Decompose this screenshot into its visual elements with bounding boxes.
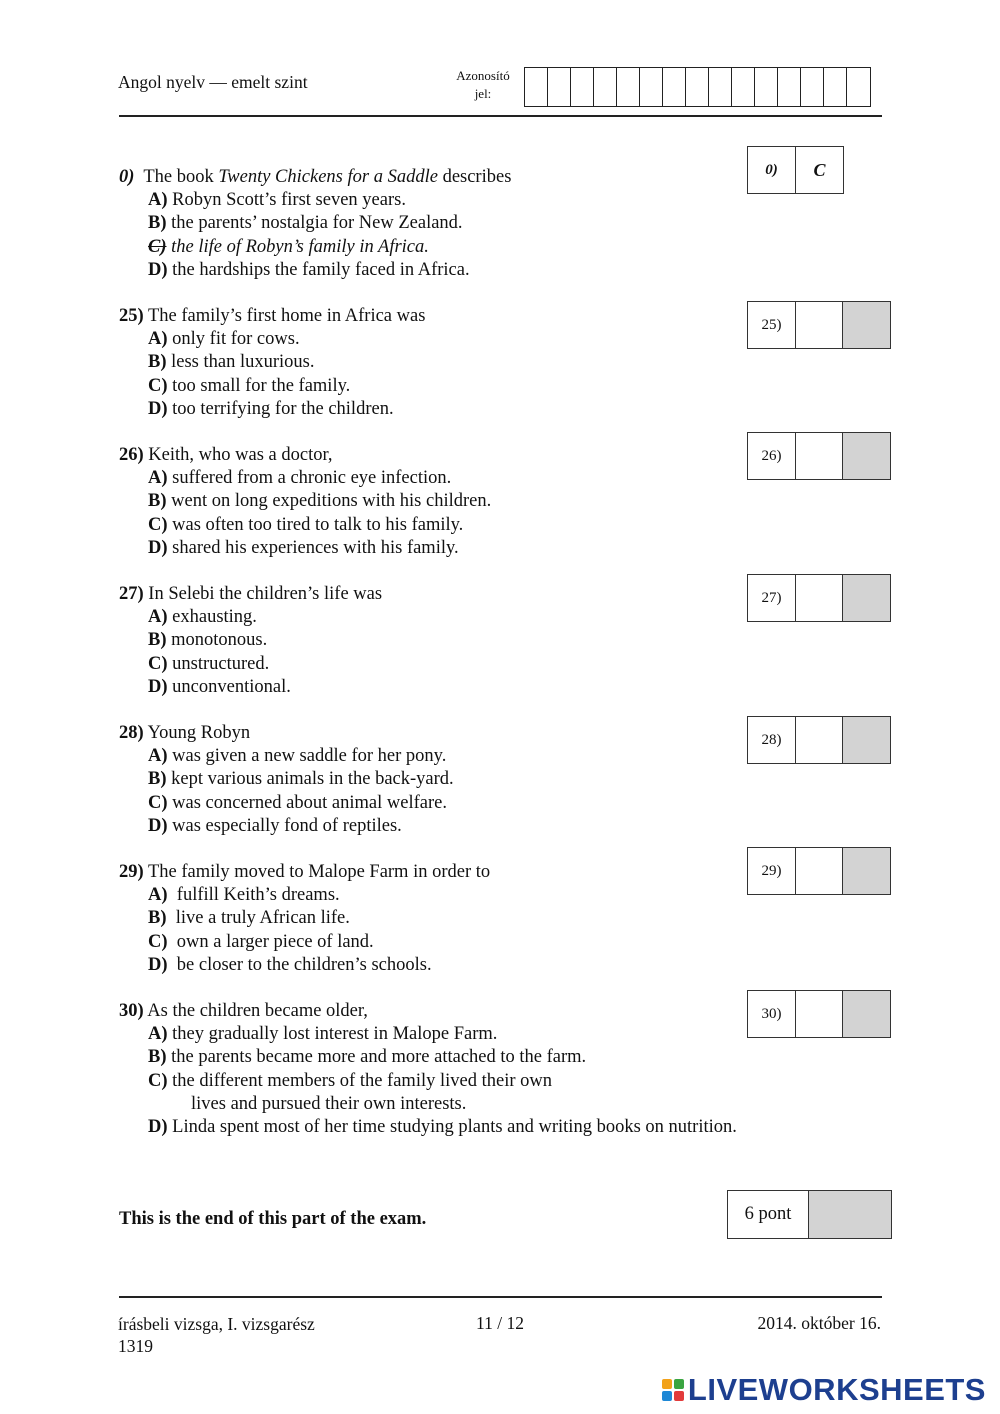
question-example: 0) The book Twenty Chickens for a Saddle describes A) Robyn Scott’s first seven years. B) the parents’ nostalgia for New Zealand. C) the life of Robyn’s family in Africa. D) the hardships the family faced in Africa. — [119, 167, 512, 280]
score-cell-30 — [843, 991, 890, 1037]
score-cell-27 — [843, 575, 890, 621]
answer-box-29: 29) — [747, 847, 891, 895]
question-25: 25) The family’s first home in Africa was A) only fit for cows. B) less than luxurious. C) too small for the family. D) too terrifying for the children. — [119, 306, 426, 419]
question-30: 30) As the children became older, A) they gradually lost interest in Malope Farm. B) the parents became more and more attached to the farm. C) the different members of the family lived their own lives and pursued their own interests. D) Linda spent most of her time studying plants and writing books on nutrition. — [119, 1001, 737, 1138]
answer-box-30: 30) — [747, 990, 891, 1038]
score-cell-28 — [843, 717, 890, 763]
total-score-cell — [809, 1191, 891, 1238]
id-label: Azonosító jel: — [456, 68, 510, 101]
answer-input-27[interactable] — [796, 575, 843, 621]
example-answer-cell: C — [813, 159, 826, 180]
question-29: 29) The family moved to Malope Farm in order to A) fulfill Keith’s dreams. B) live a truly African life. C) own a larger piece of land. D) be closer to the children’s schools. — [119, 862, 491, 975]
answer-input-30[interactable] — [796, 991, 843, 1037]
score-box: 6 pont — [727, 1190, 892, 1239]
score-cell-26 — [843, 433, 890, 479]
score-cell-29 — [843, 848, 890, 894]
answer-input-29[interactable] — [796, 848, 843, 894]
footer-date: 2014. október 16. — [757, 1313, 881, 1333]
answer-input-25[interactable] — [796, 302, 843, 348]
question-28: 28) Young Robyn A) was given a new saddle for her pony. B) kept various animals in the back-yard. C) was concerned about animal welfare. D) was especially fond of reptiles. — [119, 723, 454, 836]
score-cell-25 — [843, 302, 890, 348]
footer-rule — [119, 1296, 882, 1298]
header-rule — [119, 115, 882, 117]
page-number: 11 / 12 — [476, 1313, 524, 1333]
answer-box-example: 0) C — [747, 146, 844, 194]
end-of-part-text: This is the end of this part of the exam. — [119, 1209, 427, 1229]
answer-box-27: 27) — [747, 574, 891, 622]
header-title: Angol nyelv — emelt szint — [118, 72, 308, 92]
answer-box-28: 28) — [747, 716, 891, 764]
answer-input-26[interactable] — [796, 433, 843, 479]
liveworksheets-icon — [662, 1379, 684, 1401]
answer-box-25: 25) — [747, 301, 891, 349]
liveworksheets-logo[interactable]: LIVEWORKSHEETS — [662, 1372, 986, 1408]
question-26: 26) Keith, who was a doctor, A) suffered from a chronic eye infection. B) went on long expeditions with his children. C) was often too tired to talk to his family. D) shared his experiences with his family. — [119, 445, 492, 558]
id-boxes[interactable] — [524, 67, 871, 107]
answer-box-26: 26) — [747, 432, 891, 480]
footer-left: írásbeli vizsga, I. vizsgarész 1319 — [118, 1314, 315, 1356]
answer-input-28[interactable] — [796, 717, 843, 763]
question-27: 27) In Selebi the children’s life was A) exhausting. B) monotonous. C) unstructured. D) unconventional. — [119, 584, 383, 697]
